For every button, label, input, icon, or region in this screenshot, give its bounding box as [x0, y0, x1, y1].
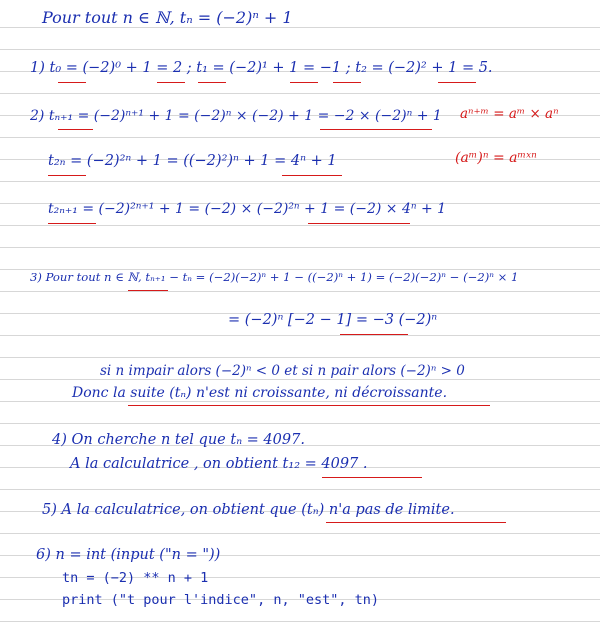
underline-t2n1	[48, 223, 96, 224]
underline-t2n-result	[282, 175, 342, 176]
underline-q2-result	[320, 129, 432, 130]
underline-tn1-minus-tn	[128, 290, 168, 291]
power-rule-product: aⁿ⁺ᵐ = aᵐ × aⁿ	[460, 106, 559, 122]
q2-line2: t₂ₙ = (−2)²ⁿ + 1 = ((−2)²)ⁿ + 1 = 4ⁿ + 1	[48, 153, 337, 169]
underline-t12	[322, 477, 422, 478]
underline-value-2	[157, 82, 185, 83]
header-line: Pour tout n ∈ ℕ, tₙ = (−2)ⁿ + 1	[42, 8, 293, 27]
q1-line: 1) t₀ = (−2)⁰ + 1 = 2 ; t₁ = (−2)¹ + 1 = −1 ; t₂ = (−2)² + 1 = 5.	[30, 60, 493, 76]
q4-line1: 4) On cherche n tel que tₙ = 4097.	[52, 432, 305, 448]
q2-line1: 2) tₙ₊₁ = (−2)ⁿ⁺¹ + 1 = (−2)ⁿ × (−2) + 1 = −2 × (−2)ⁿ + 1	[30, 108, 442, 124]
underline-q3-result	[340, 334, 408, 335]
underline-value-minus1	[290, 82, 318, 83]
q3-line1: 3) Pour tout n ∈ ℕ, tₙ₊₁ − tₙ = (−2)(−2)ⁿ + 1 − ((−2)ⁿ + 1) = (−2)(−2)ⁿ − (−2)ⁿ × 1	[30, 270, 519, 284]
q6-line3: print ("t pour l'indice", n, "est", tn)	[62, 592, 379, 608]
underline-tn1	[58, 129, 93, 130]
q4-line2: A la calculatrice , on obtient t₁₂ = 4097 .	[70, 456, 368, 472]
q3-line2: = (−2)ⁿ [−2 − 1] = −3 (−2)ⁿ	[228, 312, 438, 328]
underline-no-limit	[326, 522, 506, 523]
q6-line1: 6) n = int (input ("n = "))	[36, 547, 221, 563]
q3-line4: Donc la suite (tₙ) n'est ni croissante, ni décroissante.	[72, 385, 448, 401]
q3-line3: si n impair alors (−2)ⁿ < 0 et si n pair alors (−2)ⁿ > 0	[100, 363, 465, 379]
power-rule-power: (aᵐ)ⁿ = aᵐˣⁿ	[455, 150, 537, 166]
underline-value-5	[438, 82, 476, 83]
q2-line3: t₂ₙ₊₁ = (−2)²ⁿ⁺¹ + 1 = (−2) × (−2)²ⁿ + 1 = (−2) × 4ⁿ + 1	[48, 201, 447, 217]
q6-line2: tn = (−2) ** n + 1	[62, 570, 209, 586]
underline-t2n1-result	[308, 223, 410, 224]
underline-t2	[333, 82, 361, 83]
underline-conclusion	[128, 405, 490, 406]
underline-t2n	[48, 175, 86, 176]
underline-t1	[198, 82, 226, 83]
underline-t0	[58, 82, 86, 83]
q5-line: 5) A la calculatrice, on obtient que (tₙ) n'a pas de limite.	[42, 502, 455, 518]
